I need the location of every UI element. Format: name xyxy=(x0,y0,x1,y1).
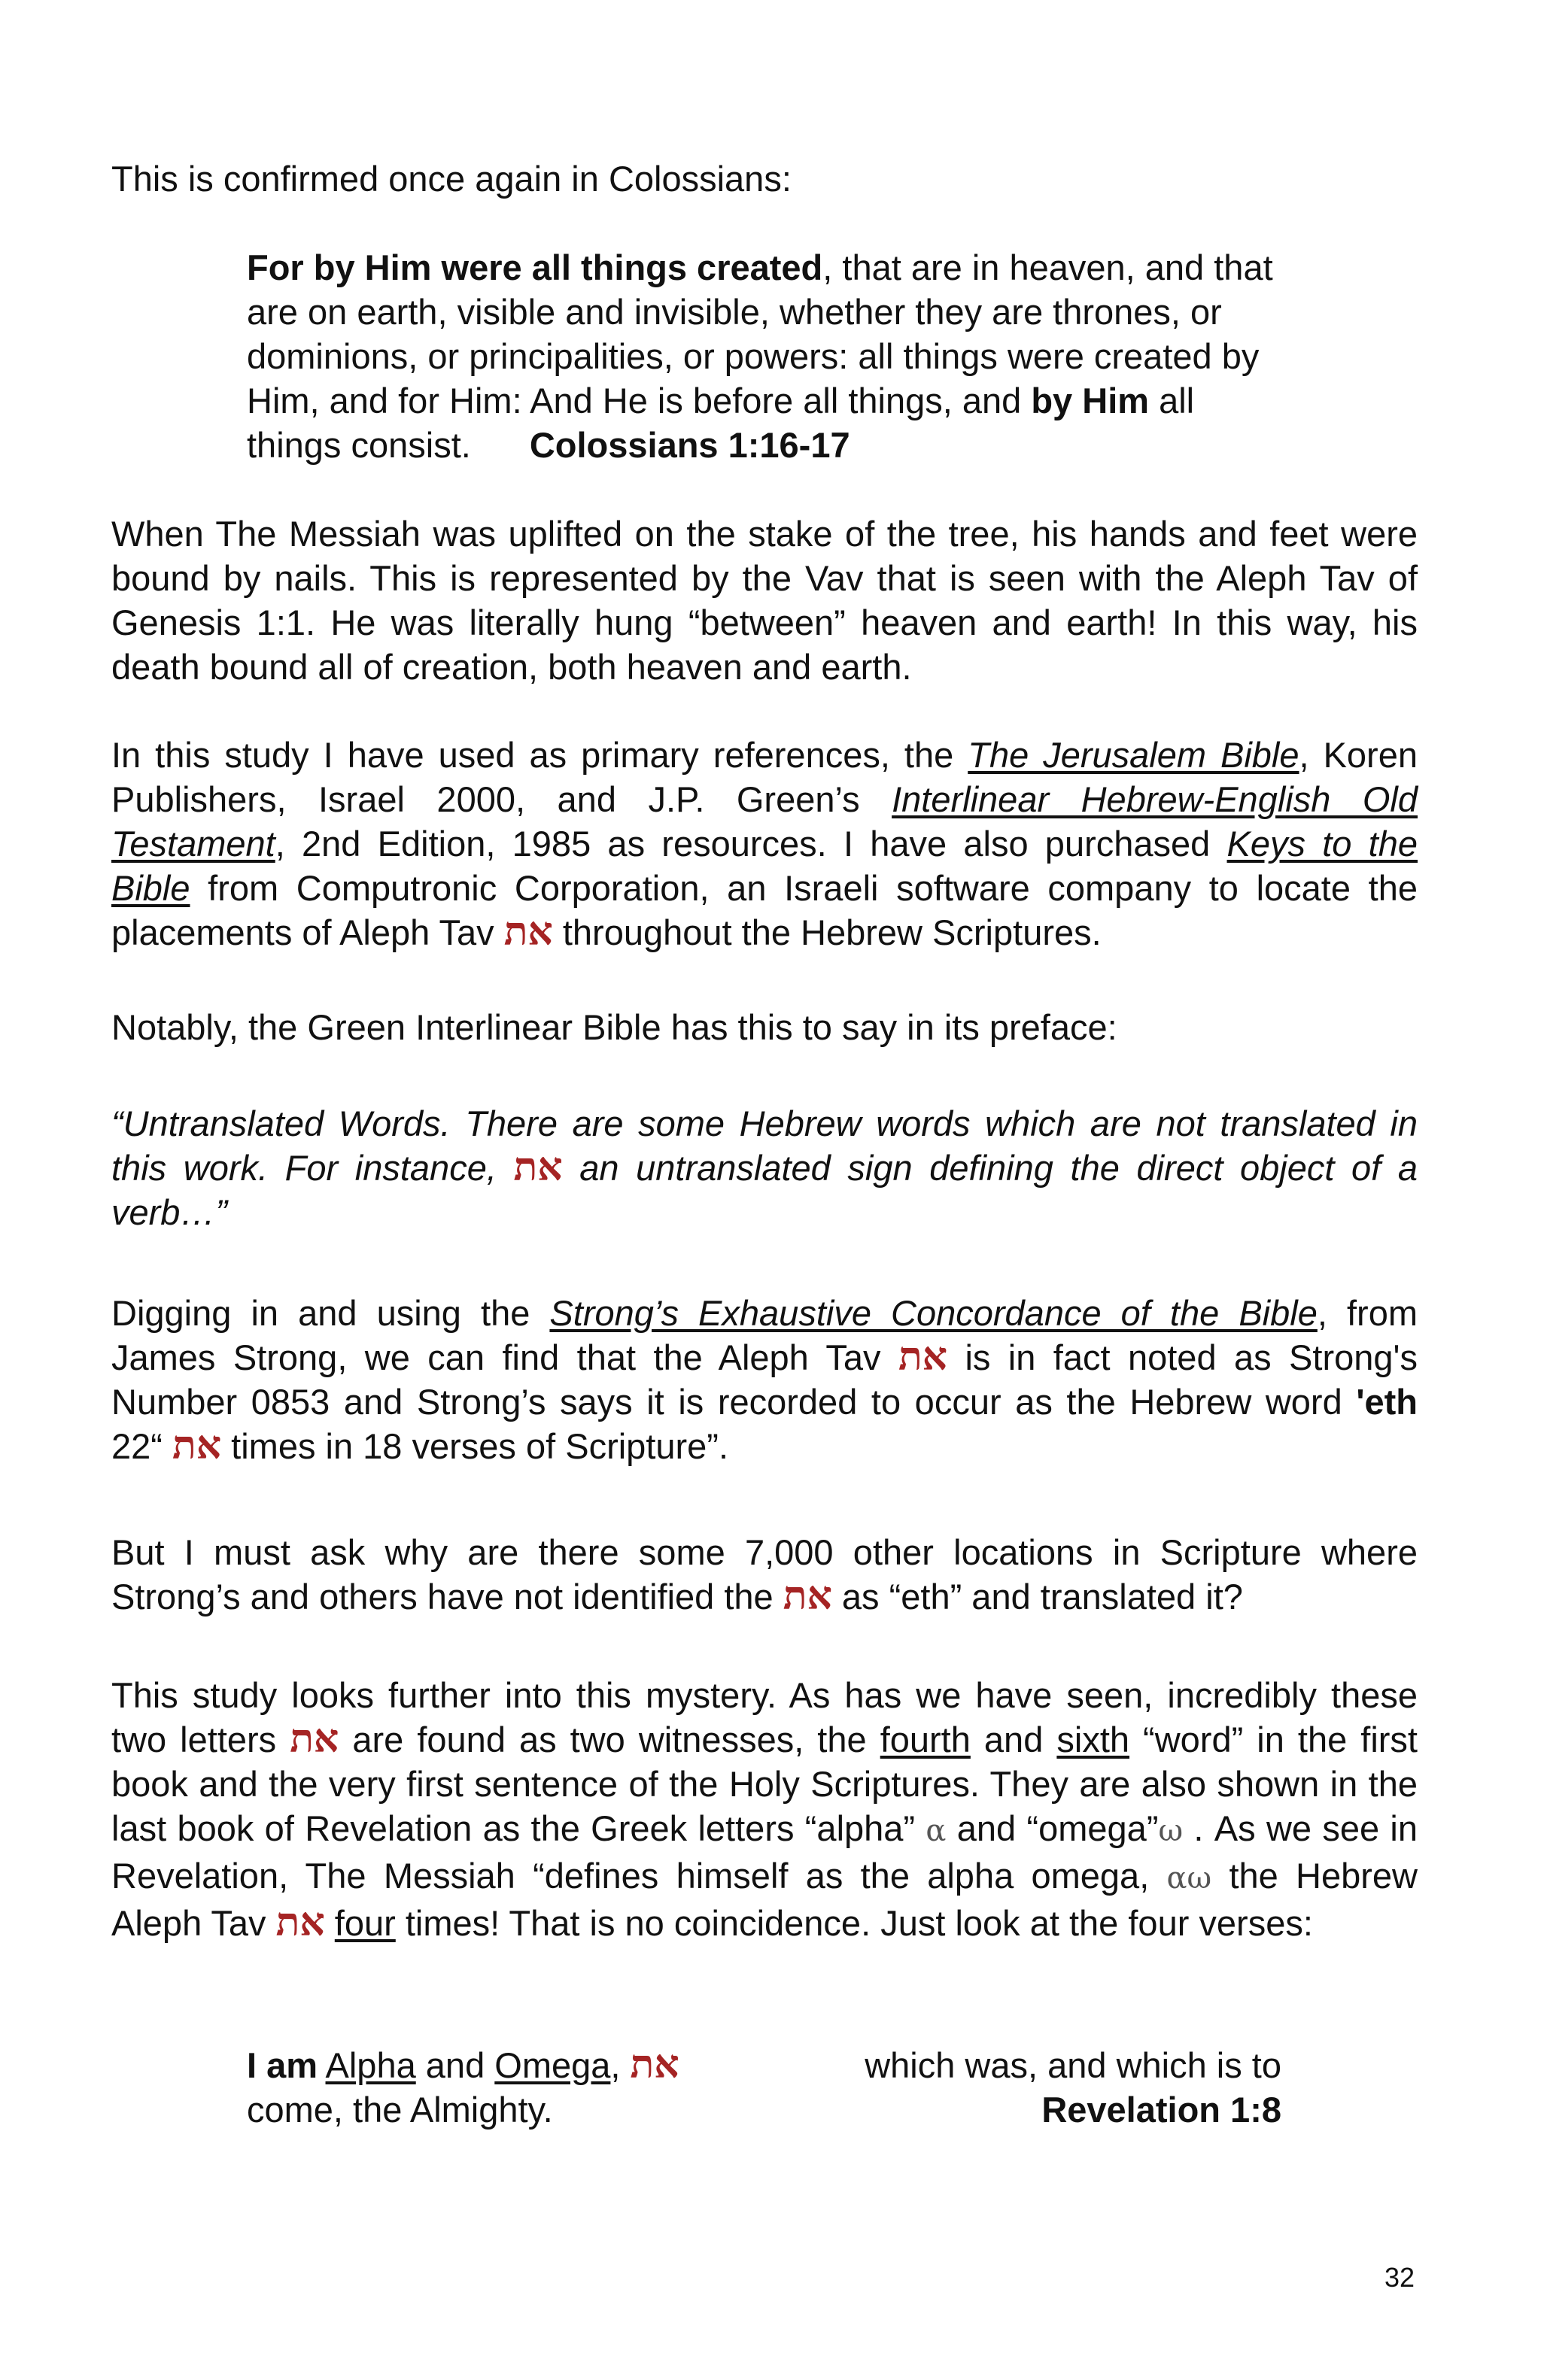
text: But I must ask why are there some 7,000 other locations in Scripture where Strong’s and others have not identified the xyxy=(111,1532,1418,1617)
text: an untranslated sign defining the direct object of a verb…” xyxy=(111,1148,1418,1232)
aleph-tav-glyph: את xyxy=(290,1716,339,1762)
scripture-reference: Colossians 1:16-17 xyxy=(529,425,850,465)
preface-quote xyxy=(111,1101,1418,1234)
quote-bold-start: For by Him were all things created xyxy=(247,247,823,287)
text: from Computronic Corporation, an Israeli software company to locate the placements of Aleph Tav xyxy=(111,868,1418,952)
underlined-sixth: sixth xyxy=(1056,1720,1130,1759)
question-paragraph xyxy=(111,1530,1418,1619)
references-paragraph xyxy=(111,733,1418,955)
preface-intro: Notably, the Green Interlinear Bible has this to say in its preface: xyxy=(111,1007,1117,1047)
strongs-paragraph xyxy=(111,1291,1418,1468)
aleph-tav-glyph: את xyxy=(630,2042,679,2087)
greek-alpha-glyph: α xyxy=(926,1814,947,1848)
text: are found as two witnesses, the xyxy=(339,1720,880,1759)
text: as “eth” and translated it? xyxy=(831,1577,1243,1617)
text: Digging in and using the xyxy=(111,1293,550,1333)
page-number: 32 xyxy=(1384,2262,1415,2293)
book-title-interlinear: Interlinear Hebrew-English Old Testament xyxy=(111,779,1418,864)
text: , 2nd Edition, 1985 as resources. I have also purchased xyxy=(275,824,1227,864)
mystery-paragraph xyxy=(111,1673,1418,1945)
quote-line-1 xyxy=(247,2043,1281,2087)
text: and xyxy=(970,1720,1057,1759)
text: is in fact noted as Strong's Number 0853 and Strong’s says it is recorded to occur as the Hebrew word xyxy=(111,1337,1418,1422)
aleph-tav-glyph: את xyxy=(783,1573,832,1619)
quote-line-2 xyxy=(247,2087,1281,2132)
revelation-quote xyxy=(247,2043,1281,2132)
text xyxy=(318,2045,325,2085)
aleph-tav-glyph: את xyxy=(503,909,553,955)
aleph-tav-glyph: את xyxy=(172,1422,222,1468)
text: , xyxy=(610,2045,631,2085)
text: “22 times in 18 verses of Scripture”. xyxy=(111,1426,729,1466)
text: throughout the Hebrew Scriptures. xyxy=(552,912,1102,952)
text: “Untranslated Words. There are some Hebrew words which are not translated in this work. For instance, xyxy=(111,1103,1418,1188)
aleph-tav-glyph: את xyxy=(898,1334,948,1380)
text: times! That is no coincidence. Just look at the four verses: xyxy=(395,1903,1313,1943)
text: . As we see in Revelation, The Messiah “defines himself as the alpha omega, xyxy=(111,1808,1418,1896)
aleph-tav-glyph: את xyxy=(275,1899,325,1945)
intro-paragraph: This is confirmed once again in Colossians: xyxy=(111,159,792,199)
text: come, the Almighty. xyxy=(247,2090,553,2130)
book-title-keys-to-the-bible: Keys to the Bible xyxy=(111,824,1418,908)
quote-text: , that are in heaven, and that are on earth, visible and invisible, whether they are thrones, or dominions, or principalities, or powers: all things were created by Him, and for Him: And He is before all things, and xyxy=(247,247,1273,420)
underlined-fourth: fourth xyxy=(880,1720,971,1759)
book-title-strongs: Strong’s Exhaustive Concordance of the Bible xyxy=(549,1293,1318,1333)
book-title-jerusalem-bible: The Jerusalem Bible xyxy=(968,735,1299,775)
text: and xyxy=(415,2045,495,2085)
text: the Hebrew Aleph Tav xyxy=(111,1856,1418,1943)
quote-bold-i-am: I am xyxy=(247,2045,318,2085)
underlined-four: four xyxy=(334,1903,396,1943)
text: which was, and which is to xyxy=(865,2045,1281,2085)
text: This study looks further into this mystery. As has we have seen, incredibly these two letters xyxy=(111,1675,1418,1759)
text: , from James Strong, we can find that the Aleph Tav xyxy=(111,1293,1418,1377)
greek-omega-glyph: ω xyxy=(1158,1814,1184,1848)
aleph-tav-glyph: את xyxy=(513,1144,563,1190)
hebrew-word-eth: 'eth xyxy=(1356,1382,1418,1422)
colossians-quote xyxy=(247,245,1281,467)
quote-text-end: all things consist. xyxy=(247,381,1195,465)
quote-bold-mid: by Him xyxy=(1031,381,1150,420)
text: In this study I have used as primary references, the xyxy=(111,735,968,775)
underlined-alpha: Alpha xyxy=(325,2045,416,2085)
text: and “omega” xyxy=(946,1808,1159,1848)
scripture-reference: Revelation 1:8 xyxy=(1041,2090,1281,2130)
messiah-paragraph: When The Messiah was uplifted on the stake of the tree, his hands and feet were bound by nails. This is represented by the Vav that is seen with the Aleph Tav of Genesis 1:1. He was literally hung “between” heaven and earth! In this way, his death bound all of creation, both heaven and earth. xyxy=(111,514,1418,687)
underlined-omega: Omega xyxy=(494,2045,611,2085)
text: , Koren Publishers, Israel 2000, and J.P. Green’s xyxy=(111,735,1418,819)
text: “word” in the first book and the very first sentence of the Holy Scriptures. They are also shown in the last book of Revelation as the Greek letters “alpha” xyxy=(111,1720,1418,1848)
greek-alpha-omega-glyph: αω xyxy=(1166,1861,1212,1896)
